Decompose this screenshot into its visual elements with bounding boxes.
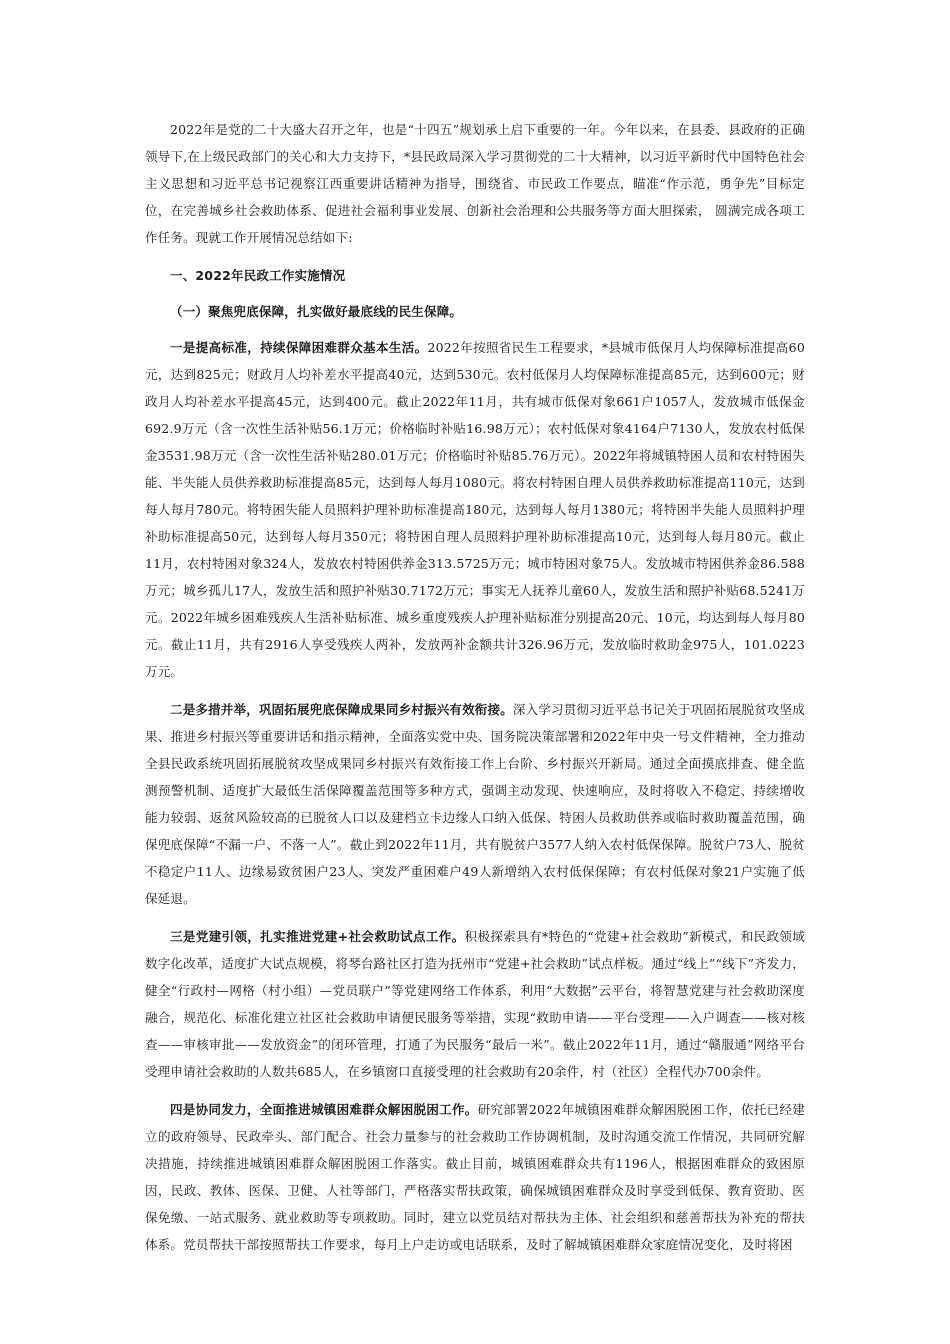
paragraph-2-lead: 二是多措并举，巩固拓展兜底保障成果同乡村振兴有效衔接。 — [170, 702, 513, 717]
paragraph-2 — [145, 696, 805, 912]
paragraph-3-body: 积极探索具有*特色的“党建+社会救助”新模式，和民政领域数字化改革，适度扩大试点规模，将琴台路社区打造为抚州市“党建+社会救助”试点样板。通过“线上”“线下”齐发力，健全“行政村—网格（村小组）—党员联户”等党建网络工作体系，利用“大数据”云平台，将智慧党建与社会救助深度融合，规范化、标准化建立社区社会救助申请便民服务等举措，实现“救助申请——平台受理——入户调查——核对核查——审核审批——发放资金”的闭环管理，打通了为民服务“最后一米”。截止2022年11月，通过“赣服通”网络平台受理申请社会救助的人数共685人，在乡镇窗口直接受理的社会救助有20余件，村（社区）全程代办700余件。 — [145, 929, 805, 1079]
section-heading: 一、2022年民政工作实施情况 — [170, 268, 346, 283]
paragraph-4-body: 研究部署2022年城镇困难群众解困脱困工作，依托已经建立的政府领导、民政牵头、部门配合、社会力量参与的社会救助工作协调机制，及时沟通交流工作情况，共同研究解决措施，持续推进城镇困难群众解困脱困工作落实。截止目前，城镇困难群众共有1196人，根据困难群众的致困原因，民政、教体、医保、卫健、人社等部门，严格落实帮扶政策，确保城镇困难群众及时享受到低保、教育资助、医保免缴、一站式服务、就业救助等专项救助。同时，建立以党员结对帮扶为主体、社会组织和慈善帮扶为补充的帮扶体系。党员帮扶干部按照帮扶工作要求，每月上户走访或电话联系，及时了解城镇困难群众家庭情况变化，及时将困 — [145, 1102, 805, 1252]
paragraph-3-lead: 三是党建引领，扎实推进党建+社会救助试点工作。 — [170, 929, 465, 944]
paragraph-3 — [145, 923, 805, 1085]
paragraph-4 — [145, 1096, 805, 1258]
paragraph-1-lead: 一是提高标准，持续保障困难群众基本生活。 — [170, 340, 428, 355]
paragraph-1-body: 2022年按照省民生工程要求，*县城市低保月人均保障标准提高60元，达到825元；财政月人均补差水平提高40元，达到530元。农村低保月人均保障标准提高85元，达到600元；财政月人均补差水平提高45元，达到400元。截止2022年11月，共有城市低保对象661户1057人，发放城市低保金692.9万元（含一次性生活补贴56.1万元；价格临时补贴16.98万元）；农村低保对象4164户7130人，发放农村低保金3531.98万元（含一次性生活补贴280.01万元；价格临时补贴85.76万元）。2022年将城镇特困人员和农村特困失能、半失能人员供养救助标准提高85元，达到每人每月1080元。将农村特困自理人员供养救助标准提高110元，达到每人每月780元。将特困失能人员照料护理补助标准提高180元，达到每人每月1380元；将特困半失能人员照料护理补助标准提高50元，达到每人每月350元；将特困自理人员照料护理补助标准提高10元，达到每人每月80元。截止11月，农村特困对象324人，发放农村特困供养金313.5725万元；城市特困对象75人。发放城市特困供养金86.588万元；城乡孤儿17人，发放生活和照护补贴30.7172万元；事实无人抚养儿童60人，发放生活和照护补贴68.5241万元。2022年城乡困难残疾人生活补贴标准、城乡重度残疾人护理补贴标准分别提高20元、10元，均达到每人每月80元。截止11月，共有2916人享受残疾人两补，发放两补金额共计326.96万元，发放临时救助金975人，101.0223万元。 — [145, 340, 805, 679]
intro-paragraph: 2022年是党的二十大盛大召开之年，也是“十四五”规划承上启下重要的一年。今年以来，在县委、县政府的正确领导下,在上级民政部门的关心和大力支持下，*县民政局深入学习贯彻党的二十大精神，以习近平新时代中国特色社会主义思想和习近平总书记视察江西重要讲话精神为指导，围绕省、市民政工作要点，瞄准“作示范，勇争先”目标定位，在完善城乡社会救助体系、促进社会福利事业发展、创新社会治理和公共服务等方面大胆探索， 圆满完成各项工作任务。现就工作开展情况总结如下: — [145, 122, 805, 245]
paragraph-1 — [145, 334, 805, 685]
document-page — [145, 116, 805, 1258]
paragraph-2-body: 深入学习贯彻习近平总书记关于巩固拓展脱贫攻坚成果、推进乡村振兴等重要讲话和指示精神，全面落实党中央、国务院决策部署和2022年中央一号文件精神，全力推动全县民政系统巩固拓展脱贫攻坚成果同乡村振兴有效衔接工作上台阶、乡村振兴开新局。通过全面摸底排查、健全监测预警机制、适度扩大最低生活保障覆盖范围等多种方式，强调主动发现、快速响应，及时将收入不稳定、持续增收能力较弱、返贫风险较高的已脱贫人口以及建档立卡边缘人口纳入低保、特困人员救助供养或临时救助覆盖范围，确保兜底保障“不漏一户、不落一人”。截止到2022年11月，共有脱贫户3577人纳入农村低保保障。脱贫户73人、脱贫不稳定户11人、边缘易致贫困户23人、突发严重困难户49人新增纳入农村低保保障；有农村低保对象21户实施了低保延退。 — [145, 702, 806, 906]
paragraph-4-lead: 四是协同发力，全面推进城镇困难群众解困脱困工作。 — [170, 1102, 478, 1117]
subsection-heading: （一）聚焦兜底保障，扎实做好最底线的民生保障。 — [170, 304, 463, 319]
